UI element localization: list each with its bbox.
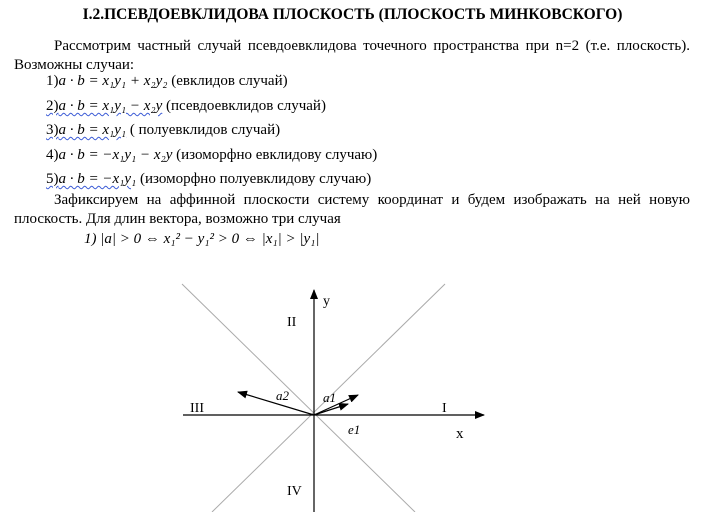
case-1-note: (евклидов случай) <box>167 73 288 89</box>
page-title: I.2.ПСЕВДОЕВКЛИДОВА ПЛОСКОСТЬ (ПЛОСКОСТЬ МИНКОВСКОГО) <box>82 6 623 23</box>
quadrant-label-iv: IV <box>287 484 302 499</box>
case-1-formula: a · b = x₁y₁ + x₂y₂ <box>58 73 168 89</box>
length-case: 1) |a| > 0 ⇔ x₁² − y₁² > 0 ⇔ |x₁| > |y₁| <box>84 231 320 247</box>
quadrant-label-ii: II <box>287 315 297 330</box>
case-2-note: (псевдоевклидов случай) <box>162 98 326 114</box>
vector-e1-label: e1 <box>348 422 361 437</box>
intro-text: Рассмотрим частный случай псевдоевклидова точечного пространства при n=2 (т.е. плоскость). Возможны случаи: <box>14 38 690 73</box>
vector-a1 <box>314 395 358 415</box>
vector-a1-label: a1 <box>323 390 336 405</box>
case-2-num: 2) <box>46 98 59 114</box>
case-3-note: ( полуевклидов случай) <box>126 122 281 138</box>
x-axis-label: x <box>456 426 464 442</box>
vector-a2-label: a2 <box>276 388 289 403</box>
case-4-note: (изоморфно евклидову случаю) <box>172 147 378 163</box>
case-2-formula: a · b = x₁y₁ − x₂y <box>58 98 163 114</box>
case-5-formula: a · b = −x₁y₁ <box>58 171 137 187</box>
quadrant-label-i: I <box>442 401 447 416</box>
case-3-formula: a · b = x₁y₁ <box>58 122 127 138</box>
case-3-num: 3) <box>46 122 59 138</box>
case-4-num: 4) <box>46 147 59 163</box>
case-1-num: 1) <box>46 73 59 89</box>
case-4-formula: a · b = −x₁y₁ − x₂y <box>58 147 173 163</box>
fix-text: Зафиксируем на аффинной плоскости систему координат и будем изображать на ней новую плоскость. Для длин вектора, возможно три случая <box>14 192 690 227</box>
case-5-note: (изоморфно полуевклидову случаю) <box>136 171 372 187</box>
case-5-num: 5) <box>46 171 59 187</box>
asymptote-line-1 <box>182 284 415 512</box>
y-axis-label: y <box>323 294 330 309</box>
quadrant-label-iii: III <box>190 401 204 416</box>
vector-e1 <box>314 404 348 415</box>
